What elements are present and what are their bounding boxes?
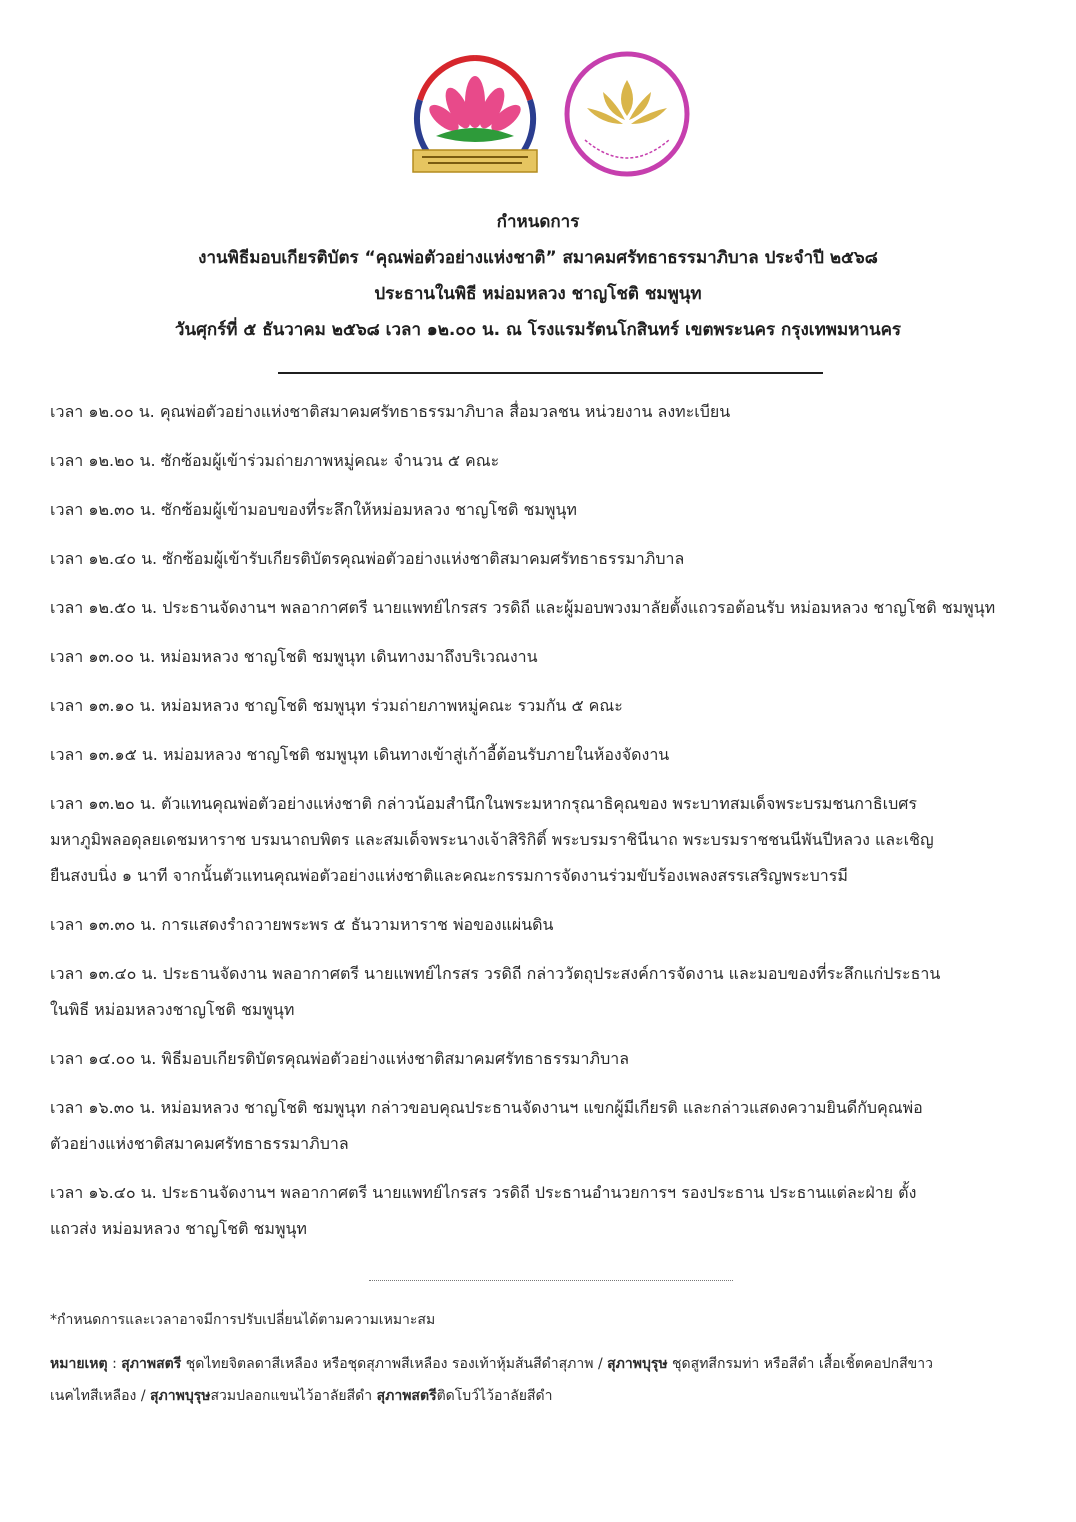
men-label: สุภาพบุรุษ — [607, 1356, 668, 1372]
schedule-item-line: เวลา ๑๓.๑๐ น. หม่อมหลวง ชาญโชติ ชมพูนุท ร่วมถ่ายภาพหมู่คณะ รวมกัน ๕ คณะ — [50, 696, 623, 715]
women-dress-text: ชุดไทยจิตลดาสีเหลือง หรือชุดสุภาพสีเหลือง รองเท้าหุ้มส้นสีดำสุภาพ / — [181, 1356, 608, 1372]
schedule-item — [50, 786, 1050, 894]
schedule-item — [50, 590, 1050, 626]
schedule-item-line: แถวส่ง หม่อมหลวง ชาญโชติ ชมพูนุท — [50, 1219, 307, 1238]
document-title: กำหนดการ — [496, 212, 580, 232]
event-date-venue: วันศุกร์ที่ ๕ ธันวาคม ๒๕๖๘ เวลา ๑๒.๐๐ น. ณ โรงแรมรัตนโกสินทร์ เขตพระนคร กรุงเทพมหานคร — [174, 320, 902, 340]
header-divider — [278, 372, 823, 374]
schedule-item-line: เวลา ๑๓.๓๐ น. การแสดงรำถวายพระพร ๕ ธันวามหาราช พ่อของแผ่นดิน — [50, 915, 554, 934]
schedule-item-line: เวลา ๑๒.๕๐ น. ประธานจัดงานฯ พลอากาศตรี นายแพทย์ไกรสร วรดิถี และผู้มอบพวงมาลัยตั้งแถวรอต้อนรับ หม่อมหลวง ชาญโชติ ชมพูนุท — [50, 598, 996, 617]
schedule-item — [50, 688, 1050, 724]
remark-label: หมายเหตุ — [50, 1356, 108, 1372]
dress-code-remark — [50, 1348, 1050, 1412]
necktie-text: เนคไทสีเหลือง / — [50, 1388, 150, 1404]
schedule-item-line: เวลา ๑๖.๓๐ น. หม่อมหลวง ชาญโชติ ชมพูนุท กล่าวขอบคุณประธานจัดงานฯ แขกผู้มีเกียรติ และกล่าวแสดงความยินดีกับคุณพ่อ — [50, 1098, 923, 1117]
schedule-item-line: เวลา ๑๒.๔๐ น. ซักซ้อมผู้เข้ารับเกียรติบัตรคุณพ่อตัวอย่างแห่งชาติสมาคมศรัทธาธรรมาภิบาล — [50, 549, 685, 568]
women-mourning-text: ติดโบว์ไว้อาลัยสีดำ — [436, 1388, 553, 1404]
men-mourning-text: สวมปลอกแขนไว้อาลัยสีดำ — [210, 1388, 377, 1404]
schedule-item-line: เวลา ๑๖.๔๐ น. ประธานจัดงานฯ พลอากาศตรี นายแพทย์ไกรสร วรดิถี ประธานอำนวยการฯ รองประธาน ประธานแต่ละฝ่าย ตั้ง — [50, 1183, 917, 1202]
women-label: สุภาพสตรี — [121, 1356, 182, 1372]
schedule-item-line: ยืนสงบนิ่ง ๑ นาที จากนั้นตัวแทนคุณพ่อตัวอย่างแห่งชาติและคณะกรรมการจัดงานร่วมขับร้องเพลงสรรเสริญพระบารมี — [50, 866, 848, 885]
golden-lotus-foundation-logo — [563, 50, 691, 178]
schedule-item — [50, 1090, 1050, 1162]
schedule-item — [50, 541, 1050, 577]
lotus-association-logo — [408, 50, 542, 184]
schedule-item — [50, 1041, 1050, 1077]
schedule-item — [50, 1175, 1050, 1247]
schedule-item — [50, 394, 1050, 430]
footnote: *กำหนดการและเวลาอาจมีการปรับเปลี่ยนได้ตามความเหมาะสม — [50, 1312, 436, 1328]
dotted-divider — [369, 1280, 733, 1281]
schedule-item — [50, 443, 1050, 479]
schedule-item-line: เวลา ๑๓.๑๕ น. หม่อมหลวง ชาญโชติ ชมพูนุท เดินทางเข้าสู่เก้าอี้ต้อนรับภายในห้องจัดงาน — [50, 745, 670, 764]
schedule-item-line: เวลา ๑๒.๒๐ น. ซักซ้อมผู้เข้าร่วมถ่ายภาพหมู่คณะ จำนวน ๕ คณะ — [50, 451, 500, 470]
women-label-2: สุภาพสตรี — [376, 1388, 437, 1404]
schedule-item-line: ตัวอย่างแห่งชาติสมาคมศรัทธาธรรมาภิบาล — [50, 1134, 349, 1153]
logo-row — [0, 48, 1076, 188]
schedule-list — [50, 394, 1050, 1260]
schedule-item-line: เวลา ๑๓.๒๐ น. ตัวแทนคุณพ่อตัวอย่างแห่งชาติ กล่าวน้อมสำนึกในพระมหากรุณาธิคุณของ พระบาทสมเด็จพระบรมชนกาธิเบศร — [50, 794, 918, 813]
schedule-item-line: เวลา ๑๔.๐๐ น. พิธีมอบเกียรติบัตรคุณพ่อตัวอย่างแห่งชาติสมาคมศรัทธาธรรมาภิบาล — [50, 1049, 630, 1068]
schedule-item — [50, 956, 1050, 1028]
schedule-item — [50, 737, 1050, 773]
schedule-item-line: ในพิธี หม่อมหลวงชาญโชติ ชมพูนุท — [50, 1000, 295, 1019]
schedule-item-line: เวลา ๑๓.๔๐ น. ประธานจัดงาน พลอากาศตรี นายแพทย์ไกรสร วรดิถี กล่าววัตถุประสงค์การจัดงาน และมอบของที่ระลึกแก่ประธาน — [50, 964, 941, 983]
event-chairman: ประธานในพิธี หม่อมหลวง ชาญโชติ ชมพูนุท — [374, 284, 702, 304]
schedule-item-line: เวลา ๑๒.๓๐ น. ซักซ้อมผู้เข้ามอบของที่ระลึกให้หม่อมหลวง ชาญโชติ ชมพูนุท — [50, 500, 577, 519]
schedule-item — [50, 639, 1050, 675]
schedule-item-line: เวลา ๑๓.๐๐ น. หม่อมหลวง ชาญโชติ ชมพูนุท เดินทางมาถึงบริเวณงาน — [50, 647, 538, 666]
remark-colon: : — [107, 1356, 122, 1372]
schedule-item — [50, 492, 1050, 528]
men-label-2: สุภาพบุรุษ — [150, 1388, 211, 1404]
schedule-item-line: มหาภูมิพลอดุลยเดชมหาราช บรมนาถบพิตร และสมเด็จพระนางเจ้าสิริกิติ์ พระบรมราชินีนาถ พระบรมราชชนนีพันปีหลวง และเชิญ — [50, 830, 934, 849]
event-name: งานพิธีมอบเกียรติบัตร “คุณพ่อตัวอย่างแห่งชาติ” สมาคมศรัทธาธรรมาภิบาล ประจำปี ๒๕๖๘ — [198, 248, 878, 268]
men-dress-text: ชุดสูทสีกรมท่า หรือสีดำ เสื้อเชิ้ตคอปกสีขาว — [667, 1356, 933, 1372]
schedule-item-line: เวลา ๑๒.๐๐ น. คุณพ่อตัวอย่างแห่งชาติสมาคมศรัทธาธรรมาภิบาล สื่อมวลชน หน่วยงาน ลงทะเบียน — [50, 402, 731, 421]
document-header — [0, 204, 1076, 348]
schedule-item — [50, 907, 1050, 943]
